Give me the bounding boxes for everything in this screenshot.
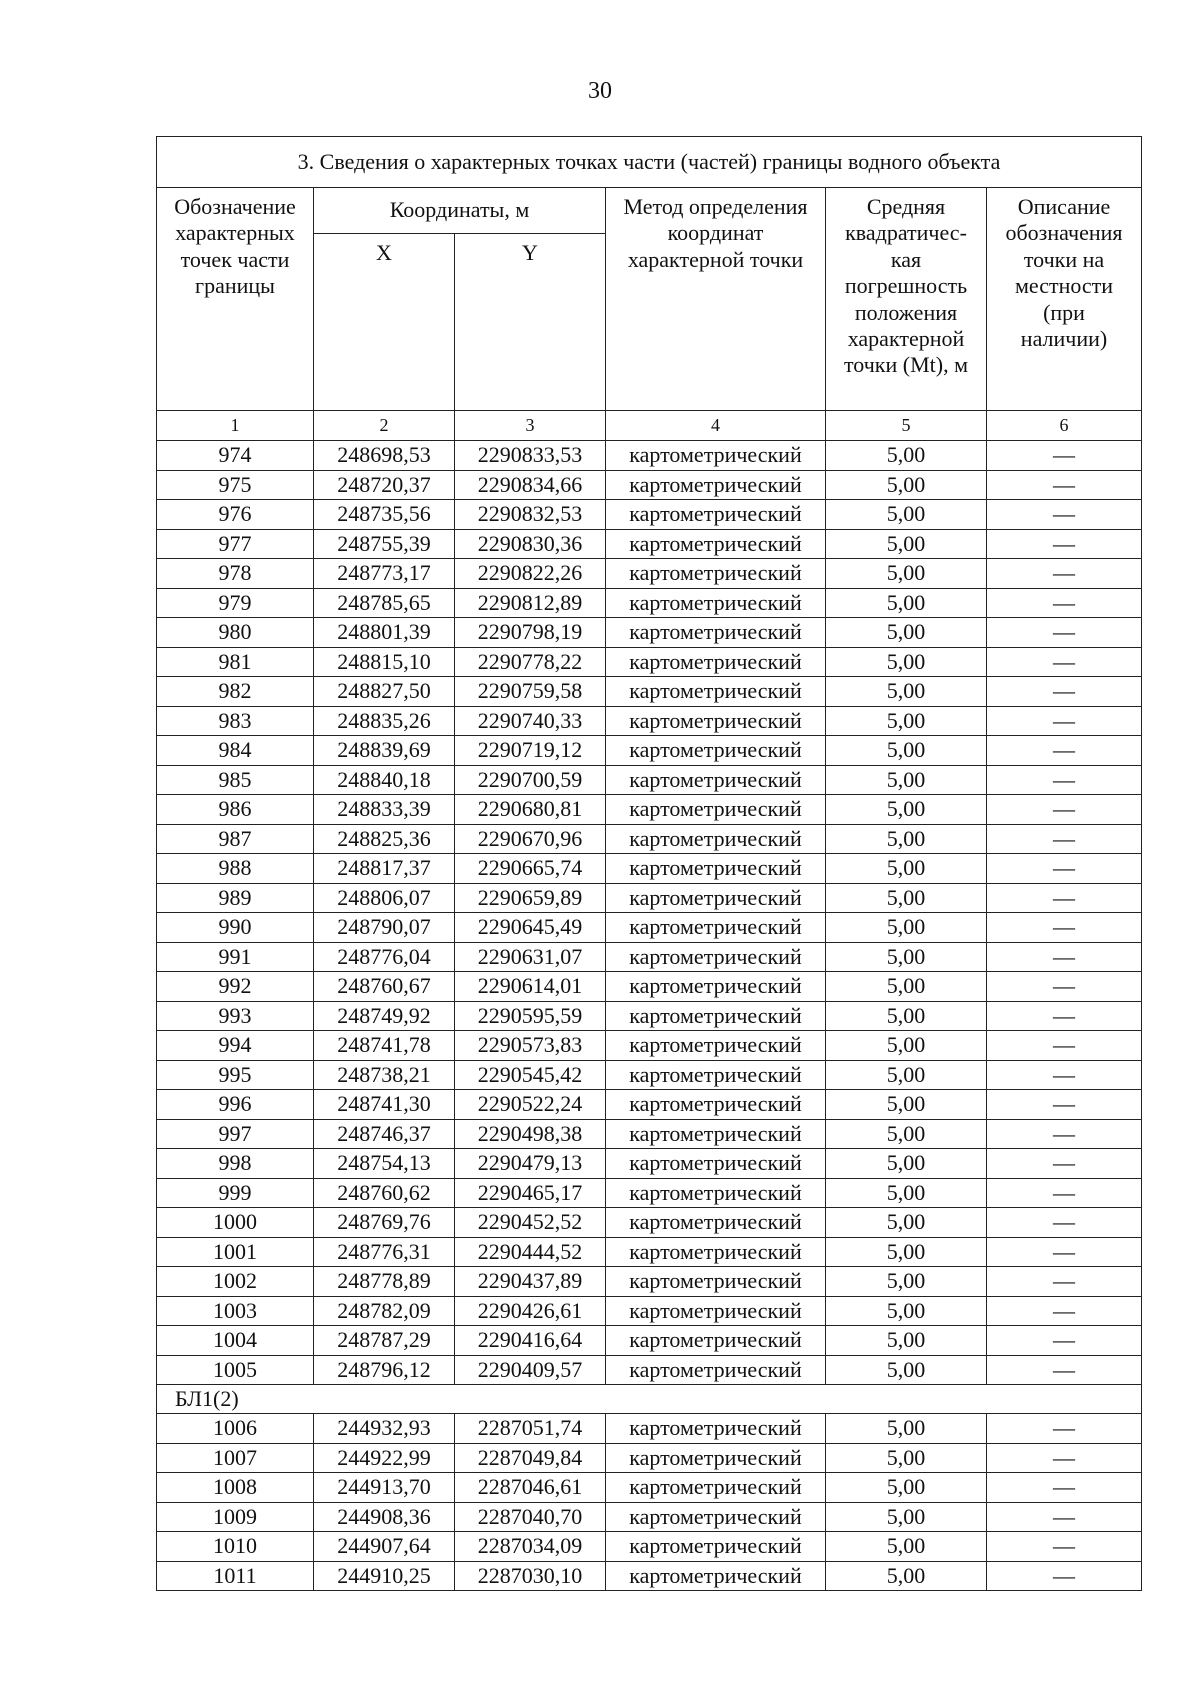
description-cell: — [987, 500, 1142, 530]
table-row [157, 706, 1142, 736]
table-row [157, 1473, 1142, 1503]
y-coordinate-cell: 2287040,70 [455, 1502, 606, 1532]
mean-error-cell: 5,00 [826, 470, 987, 500]
point-id-cell: 990 [157, 913, 314, 943]
y-coordinate-cell: 2290444,52 [455, 1237, 606, 1267]
mean-error-cell: 5,00 [826, 1060, 987, 1090]
y-coordinate-cell: 2290830,36 [455, 529, 606, 559]
mean-error-cell: 5,00 [826, 1326, 987, 1356]
table-row [157, 1031, 1142, 1061]
x-coordinate-cell: 248825,36 [314, 824, 455, 854]
x-coordinate-cell: 248796,12 [314, 1355, 455, 1385]
point-id-cell: 986 [157, 795, 314, 825]
mean-error-cell: 5,00 [826, 1532, 987, 1562]
method-cell: картометрический [606, 1561, 826, 1591]
section-label: БЛ1(2) [157, 1385, 1142, 1414]
y-coordinate-cell: 2290409,57 [455, 1355, 606, 1385]
y-coordinate-cell: 2290416,64 [455, 1326, 606, 1356]
table-row [157, 765, 1142, 795]
method-cell: картометрический [606, 854, 826, 884]
y-coordinate-cell: 2290680,81 [455, 795, 606, 825]
point-id-cell: 991 [157, 942, 314, 972]
description-cell: — [987, 1208, 1142, 1238]
method-cell: картометрический [606, 647, 826, 677]
y-coordinate-cell: 2290452,52 [455, 1208, 606, 1238]
x-coordinate-cell: 244907,64 [314, 1532, 455, 1562]
method-cell: картометрический [606, 1473, 826, 1503]
point-id-cell: 1006 [157, 1414, 314, 1444]
method-cell: картометрический [606, 1267, 826, 1297]
description-cell: — [987, 441, 1142, 471]
mean-error-cell: 5,00 [826, 588, 987, 618]
point-id-cell: 1003 [157, 1296, 314, 1326]
column-number: 2 [314, 411, 455, 441]
column-number: 1 [157, 411, 314, 441]
point-id-cell: 1002 [157, 1267, 314, 1297]
description-cell: — [987, 618, 1142, 648]
y-coordinate-cell: 2290645,49 [455, 913, 606, 943]
boundary-points-table [156, 136, 1142, 1591]
y-coordinate-cell: 2290465,17 [455, 1178, 606, 1208]
point-id-cell: 994 [157, 1031, 314, 1061]
point-id-cell: 1000 [157, 1208, 314, 1238]
method-cell: картометрический [606, 618, 826, 648]
description-cell: — [987, 1001, 1142, 1031]
x-coordinate-cell: 248776,31 [314, 1237, 455, 1267]
table-row [157, 972, 1142, 1002]
description-cell: — [987, 1237, 1142, 1267]
point-id-cell: 988 [157, 854, 314, 884]
y-coordinate-cell: 2290573,83 [455, 1031, 606, 1061]
mean-error-cell: 5,00 [826, 824, 987, 854]
table-row [157, 795, 1142, 825]
x-coordinate-cell: 244922,99 [314, 1443, 455, 1473]
table-row [157, 736, 1142, 766]
mean-error-cell: 5,00 [826, 1502, 987, 1532]
point-id-cell: 996 [157, 1090, 314, 1120]
description-cell: — [987, 529, 1142, 559]
table-row [157, 1208, 1142, 1238]
table-row [157, 470, 1142, 500]
method-cell: картометрический [606, 972, 826, 1002]
point-id-cell: 976 [157, 500, 314, 530]
method-cell: картометрический [606, 677, 826, 707]
y-coordinate-cell: 2290614,01 [455, 972, 606, 1002]
y-coordinate-cell: 2290833,53 [455, 441, 606, 471]
table-row [157, 1443, 1142, 1473]
description-cell: — [987, 942, 1142, 972]
y-coordinate-cell: 2287051,74 [455, 1414, 606, 1444]
table-row [157, 1178, 1142, 1208]
mean-error-cell: 5,00 [826, 1296, 987, 1326]
point-id-cell: 980 [157, 618, 314, 648]
mean-error-cell: 5,00 [826, 1090, 987, 1120]
point-id-cell: 974 [157, 441, 314, 471]
table-row [157, 1267, 1142, 1297]
x-coordinate-cell: 248760,62 [314, 1178, 455, 1208]
header-mean-error: Средняя квадратичес- кая погрешность положения характерной точки (Mt), м [826, 188, 987, 411]
mean-error-cell: 5,00 [826, 706, 987, 736]
mean-error-cell: 5,00 [826, 942, 987, 972]
method-cell: картометрический [606, 824, 826, 854]
y-coordinate-cell: 2290479,13 [455, 1149, 606, 1179]
x-coordinate-cell: 248801,39 [314, 618, 455, 648]
table-row [157, 913, 1142, 943]
description-cell: — [987, 1090, 1142, 1120]
header-x: X [314, 234, 455, 411]
section-row [157, 1385, 1142, 1414]
y-coordinate-cell: 2290778,22 [455, 647, 606, 677]
mean-error-cell: 5,00 [826, 883, 987, 913]
table-row [157, 942, 1142, 972]
y-coordinate-cell: 2290798,19 [455, 618, 606, 648]
x-coordinate-cell: 248833,39 [314, 795, 455, 825]
method-cell: картометрический [606, 1001, 826, 1031]
description-cell: — [987, 559, 1142, 589]
table-row [157, 1532, 1142, 1562]
x-coordinate-cell: 244932,93 [314, 1414, 455, 1444]
x-coordinate-cell: 248741,78 [314, 1031, 455, 1061]
method-cell: картометрический [606, 470, 826, 500]
method-cell: картометрический [606, 1237, 826, 1267]
y-coordinate-cell: 2290832,53 [455, 500, 606, 530]
header-description: Описание обозначения точки на местности (при наличии) [987, 188, 1142, 411]
y-coordinate-cell: 2290595,59 [455, 1001, 606, 1031]
mean-error-cell: 5,00 [826, 559, 987, 589]
point-id-cell: 984 [157, 736, 314, 766]
description-cell: — [987, 1414, 1142, 1444]
method-cell: картометрический [606, 1326, 826, 1356]
table-row [157, 588, 1142, 618]
point-id-cell: 1011 [157, 1561, 314, 1591]
column-number: 4 [606, 411, 826, 441]
table-row [157, 854, 1142, 884]
point-id-cell: 993 [157, 1001, 314, 1031]
method-cell: картометрический [606, 1060, 826, 1090]
method-cell: картометрический [606, 1149, 826, 1179]
point-id-cell: 979 [157, 588, 314, 618]
y-coordinate-cell: 2290719,12 [455, 736, 606, 766]
mean-error-cell: 5,00 [826, 1208, 987, 1238]
method-cell: картометрический [606, 883, 826, 913]
x-coordinate-cell: 248720,37 [314, 470, 455, 500]
method-cell: картометрический [606, 913, 826, 943]
method-cell: картометрический [606, 1355, 826, 1385]
description-cell: — [987, 588, 1142, 618]
x-coordinate-cell: 248738,21 [314, 1060, 455, 1090]
x-coordinate-cell: 244910,25 [314, 1561, 455, 1591]
table-row [157, 1060, 1142, 1090]
description-cell: — [987, 1561, 1142, 1591]
method-cell: картометрический [606, 1178, 826, 1208]
point-id-cell: 982 [157, 677, 314, 707]
x-coordinate-cell: 248839,69 [314, 736, 455, 766]
point-id-cell: 1001 [157, 1237, 314, 1267]
method-cell: картометрический [606, 736, 826, 766]
header-point-designation: Обозначение характерных точек части границы [157, 188, 314, 411]
point-id-cell: 985 [157, 765, 314, 795]
point-id-cell: 992 [157, 972, 314, 1002]
table-row [157, 1296, 1142, 1326]
point-id-cell: 977 [157, 529, 314, 559]
mean-error-cell: 5,00 [826, 795, 987, 825]
method-cell: картометрический [606, 1414, 826, 1444]
description-cell: — [987, 1473, 1142, 1503]
mean-error-cell: 5,00 [826, 1473, 987, 1503]
description-cell: — [987, 1502, 1142, 1532]
description-cell: — [987, 1119, 1142, 1149]
y-coordinate-cell: 2290426,61 [455, 1296, 606, 1326]
description-cell: — [987, 1149, 1142, 1179]
x-coordinate-cell: 244913,70 [314, 1473, 455, 1503]
description-cell: — [987, 972, 1142, 1002]
table-row [157, 529, 1142, 559]
method-cell: картометрический [606, 500, 826, 530]
table-row [157, 618, 1142, 648]
method-cell: картометрический [606, 706, 826, 736]
point-id-cell: 995 [157, 1060, 314, 1090]
description-cell: — [987, 1532, 1142, 1562]
x-coordinate-cell: 248787,29 [314, 1326, 455, 1356]
table-row [157, 441, 1142, 471]
column-numbers-row [157, 411, 1142, 441]
table-row [157, 647, 1142, 677]
x-coordinate-cell: 248785,65 [314, 588, 455, 618]
x-coordinate-cell: 248754,13 [314, 1149, 455, 1179]
description-cell: — [987, 1178, 1142, 1208]
mean-error-cell: 5,00 [826, 1149, 987, 1179]
description-cell: — [987, 1060, 1142, 1090]
y-coordinate-cell: 2290665,74 [455, 854, 606, 884]
method-cell: картометрический [606, 1119, 826, 1149]
y-coordinate-cell: 2290659,89 [455, 883, 606, 913]
y-coordinate-cell: 2287046,61 [455, 1473, 606, 1503]
column-number: 3 [455, 411, 606, 441]
description-cell: — [987, 1326, 1142, 1356]
description-cell: — [987, 854, 1142, 884]
header-y: Y [455, 234, 606, 411]
point-id-cell: 978 [157, 559, 314, 589]
table-row [157, 1001, 1142, 1031]
x-coordinate-cell: 248776,04 [314, 942, 455, 972]
mean-error-cell: 5,00 [826, 1119, 987, 1149]
mean-error-cell: 5,00 [826, 677, 987, 707]
mean-error-cell: 5,00 [826, 765, 987, 795]
table-row [157, 500, 1142, 530]
mean-error-cell: 5,00 [826, 1414, 987, 1444]
y-coordinate-cell: 2287049,84 [455, 1443, 606, 1473]
mean-error-cell: 5,00 [826, 1443, 987, 1473]
y-coordinate-cell: 2290545,42 [455, 1060, 606, 1090]
x-coordinate-cell: 248760,67 [314, 972, 455, 1002]
table-row [157, 824, 1142, 854]
mean-error-cell: 5,00 [826, 618, 987, 648]
point-id-cell: 975 [157, 470, 314, 500]
y-coordinate-cell: 2287030,10 [455, 1561, 606, 1591]
point-id-cell: 989 [157, 883, 314, 913]
y-coordinate-cell: 2290740,33 [455, 706, 606, 736]
method-cell: картометрический [606, 559, 826, 589]
mean-error-cell: 5,00 [826, 1561, 987, 1591]
x-coordinate-cell: 248746,37 [314, 1119, 455, 1149]
table-row [157, 1090, 1142, 1120]
x-coordinate-cell: 248782,09 [314, 1296, 455, 1326]
table-row [157, 1414, 1142, 1444]
mean-error-cell: 5,00 [826, 854, 987, 884]
column-number: 6 [987, 411, 1142, 441]
mean-error-cell: 5,00 [826, 647, 987, 677]
table-row [157, 1149, 1142, 1179]
method-cell: картометрический [606, 765, 826, 795]
method-cell: картометрический [606, 441, 826, 471]
description-cell: — [987, 470, 1142, 500]
description-cell: — [987, 765, 1142, 795]
description-cell: — [987, 1355, 1142, 1385]
mean-error-cell: 5,00 [826, 1178, 987, 1208]
mean-error-cell: 5,00 [826, 500, 987, 530]
y-coordinate-cell: 2290834,66 [455, 470, 606, 500]
description-cell: — [987, 1267, 1142, 1297]
y-coordinate-cell: 2290670,96 [455, 824, 606, 854]
point-id-cell: 981 [157, 647, 314, 677]
point-id-cell: 1005 [157, 1355, 314, 1385]
method-cell: картометрический [606, 795, 826, 825]
method-cell: картометрический [606, 1296, 826, 1326]
table-row [157, 1237, 1142, 1267]
header-coordinates: Координаты, м [314, 188, 606, 234]
point-id-cell: 998 [157, 1149, 314, 1179]
x-coordinate-cell: 248778,89 [314, 1267, 455, 1297]
x-coordinate-cell: 248790,07 [314, 913, 455, 943]
y-coordinate-cell: 2290822,26 [455, 559, 606, 589]
method-cell: картометрический [606, 942, 826, 972]
x-coordinate-cell: 244908,36 [314, 1502, 455, 1532]
description-cell: — [987, 1443, 1142, 1473]
x-coordinate-cell: 248815,10 [314, 647, 455, 677]
mean-error-cell: 5,00 [826, 736, 987, 766]
point-id-cell: 987 [157, 824, 314, 854]
y-coordinate-cell: 2290759,58 [455, 677, 606, 707]
y-coordinate-cell: 2290437,89 [455, 1267, 606, 1297]
point-id-cell: 1010 [157, 1532, 314, 1562]
x-coordinate-cell: 248735,56 [314, 500, 455, 530]
point-id-cell: 983 [157, 706, 314, 736]
table-row [157, 1561, 1142, 1591]
y-coordinate-cell: 2290498,38 [455, 1119, 606, 1149]
table-row [157, 559, 1142, 589]
method-cell: картометрический [606, 1208, 826, 1238]
mean-error-cell: 5,00 [826, 1031, 987, 1061]
table-row [157, 1502, 1142, 1532]
description-cell: — [987, 883, 1142, 913]
table-row [157, 1326, 1142, 1356]
mean-error-cell: 5,00 [826, 529, 987, 559]
point-id-cell: 999 [157, 1178, 314, 1208]
description-cell: — [987, 677, 1142, 707]
table-row [157, 1355, 1142, 1385]
description-cell: — [987, 913, 1142, 943]
description-cell: — [987, 1031, 1142, 1061]
method-cell: картометрический [606, 529, 826, 559]
description-cell: — [987, 706, 1142, 736]
point-id-cell: 997 [157, 1119, 314, 1149]
table-row [157, 1119, 1142, 1149]
column-number: 5 [826, 411, 987, 441]
y-coordinate-cell: 2290812,89 [455, 588, 606, 618]
mean-error-cell: 5,00 [826, 972, 987, 1002]
method-cell: картометрический [606, 588, 826, 618]
mean-error-cell: 5,00 [826, 913, 987, 943]
method-cell: картометрический [606, 1443, 826, 1473]
x-coordinate-cell: 248806,07 [314, 883, 455, 913]
description-cell: — [987, 647, 1142, 677]
x-coordinate-cell: 248773,17 [314, 559, 455, 589]
method-cell: картометрический [606, 1502, 826, 1532]
point-id-cell: 1007 [157, 1443, 314, 1473]
method-cell: картометрический [606, 1532, 826, 1562]
description-cell: — [987, 736, 1142, 766]
y-coordinate-cell: 2290700,59 [455, 765, 606, 795]
boundary-points-table-frame [156, 136, 1141, 1591]
method-cell: картометрический [606, 1090, 826, 1120]
x-coordinate-cell: 248827,50 [314, 677, 455, 707]
y-coordinate-cell: 2287034,09 [455, 1532, 606, 1562]
table-row [157, 883, 1142, 913]
page-number: 30 [588, 78, 612, 104]
x-coordinate-cell: 248769,76 [314, 1208, 455, 1238]
method-cell: картометрический [606, 1031, 826, 1061]
x-coordinate-cell: 248698,53 [314, 441, 455, 471]
mean-error-cell: 5,00 [826, 1355, 987, 1385]
x-coordinate-cell: 248817,37 [314, 854, 455, 884]
y-coordinate-cell: 2290522,24 [455, 1090, 606, 1120]
description-cell: — [987, 1296, 1142, 1326]
x-coordinate-cell: 248755,39 [314, 529, 455, 559]
y-coordinate-cell: 2290631,07 [455, 942, 606, 972]
mean-error-cell: 5,00 [826, 1267, 987, 1297]
x-coordinate-cell: 248749,92 [314, 1001, 455, 1031]
x-coordinate-cell: 248741,30 [314, 1090, 455, 1120]
mean-error-cell: 5,00 [826, 441, 987, 471]
x-coordinate-cell: 248840,18 [314, 765, 455, 795]
mean-error-cell: 5,00 [826, 1001, 987, 1031]
header-method: Метод определения координат характерной точки [606, 188, 826, 411]
x-coordinate-cell: 248835,26 [314, 706, 455, 736]
table-row [157, 677, 1142, 707]
description-cell: — [987, 824, 1142, 854]
point-id-cell: 1009 [157, 1502, 314, 1532]
point-id-cell: 1008 [157, 1473, 314, 1503]
point-id-cell: 1004 [157, 1326, 314, 1356]
description-cell: — [987, 795, 1142, 825]
mean-error-cell: 5,00 [826, 1237, 987, 1267]
table-caption: 3. Сведения о характерных точках части (частей) границы водного объекта [157, 137, 1142, 188]
